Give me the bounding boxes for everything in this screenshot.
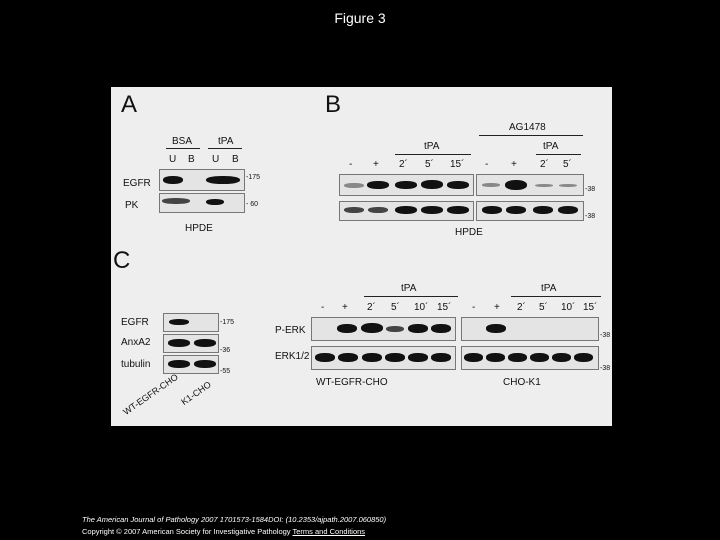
panel-c-perk-blot-left [311,317,456,341]
panel-c-lane: 5´ [391,302,400,313]
panel-c-row-tubulin: tubulin [121,359,151,370]
blot-band [506,206,526,214]
panel-b-inhibitor: AG1478 [509,122,546,133]
blot-band [367,181,389,189]
panel-b-lane: 15´ [450,159,465,170]
panel-c-caption-left: WT-EGFR-CHO [316,377,388,388]
panel-c-row-perk: P-ERK [275,325,306,336]
panel-c-lane: 2´ [517,302,526,313]
panel-b-tpa-1: tPA [424,141,440,152]
blot-band [368,207,388,213]
panel-c-cell-label-1: WT-EGFR-CHO [121,371,180,417]
panel-a-group-tpa: tPA [218,136,234,147]
panel-c-lane: 5´ [539,302,548,313]
blot-band [168,360,190,368]
blot-band [338,353,358,362]
panel-b-tpa-line-2 [536,154,581,155]
panel-a-lane-2: B [188,154,195,165]
panel-b-letter: B [325,91,342,118]
blot-band [344,183,364,188]
figure-image [111,87,612,426]
copyright-text: Copyright © 2007 American Society for Investigative Pathology [82,527,293,536]
blot-band [447,181,469,189]
panel-c-lane: + [494,302,500,313]
copyright-line [82,527,365,536]
panel-b-blot-bottom-right [476,201,584,221]
panel-c-tpa-line-1 [364,296,458,297]
panel-b-blot-top-right [476,174,584,196]
panel-a-marker-175: -175 [246,174,261,181]
panel-b-lane: 5´ [563,159,572,170]
panel-b-lane: + [373,159,379,170]
panel-a-bsa-line [166,148,200,149]
blot-band [395,181,417,189]
blot-band [168,339,190,347]
blot-band [194,339,216,347]
panel-c-marker-175: -175 [220,319,235,326]
panel-c-lane: - [321,302,325,313]
panel-c-tpa-1: tPA [401,283,417,294]
blot-band [337,324,357,333]
panel-b-marker-2: -38 [585,213,596,220]
blot-band [482,183,500,187]
panel-a-lane-3: U [212,154,220,165]
blot-band [315,353,335,362]
panel-a-group-bsa: BSA [172,136,193,147]
blot-band [486,353,505,362]
panel-c-row-erk: ERK1/2 [275,351,310,362]
panel-b-tpa-line-1 [395,154,471,155]
citation-line [82,515,386,524]
terms-link[interactable]: Terms and Conditions [292,527,366,536]
panel-b-lane: 5´ [425,159,434,170]
panel-c-egfr-blot [163,313,219,332]
blot-band [533,206,553,214]
blot-band [431,324,451,333]
blot-band [574,353,593,362]
panel-b-lane: 2´ [399,159,408,170]
blot-band [362,353,382,362]
panel-c-marker-36: -36 [220,347,231,354]
blot-band [447,206,469,214]
panel-a-tpa-line [208,148,242,149]
panel-c-lane: 10´ [414,302,429,313]
panel-a-egfr-blot [159,169,245,191]
panel-b-tpa-2: tPA [543,141,559,152]
blot-band [558,206,578,214]
panel-c-erk-blot-left [311,346,456,370]
panel-b-lane: 2´ [540,159,549,170]
blot-band [421,206,443,214]
blot-band [162,198,190,204]
blot-band [559,184,577,187]
blot-band [385,353,405,362]
blot-band [163,176,183,184]
blot-band [486,324,506,333]
panel-b-blot-top-left [339,174,474,196]
panel-c-anxa2-blot [163,334,219,353]
panel-c-lane: 10´ [561,302,576,313]
panel-c-letter: C [113,247,131,274]
blot-band [395,206,417,214]
blot-band [535,184,553,187]
panel-c-tubulin-blot [163,355,219,374]
panel-a-lane-1: U [169,154,177,165]
panel-c-row-egfr: EGFR [121,317,149,328]
panel-b-lane: - [349,159,353,170]
panel-c-perk-blot-right [461,317,599,341]
blot-band [508,353,527,362]
panel-c-lane: - [472,302,476,313]
panel-c-marker-55: -55 [220,368,231,375]
blot-band [552,353,571,362]
panel-c-row-anxa2: AnxA2 [121,337,151,348]
panel-a-row-pk: PK [125,200,139,211]
panel-a-caption: HPDE [185,223,213,234]
blot-band [464,353,483,362]
panel-b-lane: - [485,159,489,170]
blot-band [421,180,443,189]
panel-c-tpa-2: tPA [541,283,557,294]
blot-band [408,353,428,362]
panel-c-lane: 15´ [437,302,452,313]
blot-band [530,353,549,362]
panel-b-caption: HPDE [455,227,483,238]
panel-a-marker-60: - 60 [246,201,259,208]
panel-c-caption-right: CHO-K1 [503,377,541,388]
blot-band [386,326,404,332]
blot-band [408,324,428,333]
blot-band [194,360,216,368]
panel-a-pk-blot [159,193,245,213]
panel-a-row-egfr: EGFR [123,178,151,189]
panel-c-marker-erk: -38 [600,365,611,372]
blot-band [344,207,364,213]
panel-c-lane: 15´ [583,302,598,313]
blot-band [206,199,224,205]
panel-c-tpa-line-2 [511,296,601,297]
panel-c-lane: + [342,302,348,313]
blot-band [482,206,502,214]
blot-band [206,176,240,184]
panel-c-lane: 2´ [367,302,376,313]
panel-c-cell-label-2: K1-CHO [179,379,213,407]
blot-band [361,323,383,333]
panel-c-marker-perk: -38 [600,332,611,339]
panel-b-inhibitor-line [479,135,583,136]
panel-b-lane: + [511,159,517,170]
blot-band [169,319,189,325]
citation-text: The American Journal of Pathology 2007 1701573-1584DOI: (10.2353/ajpath.2007.060850) [82,515,387,524]
blot-band [505,180,527,190]
panel-c-erk-blot-right [461,346,599,370]
panel-b-blot-bottom-left [339,201,474,221]
blot-band [431,353,451,362]
page-title: Figure 3 [334,10,386,26]
panel-a-lane-4: B [232,154,239,165]
panel-a-letter: A [121,91,138,118]
panel-b-marker-1: -38 [585,186,596,193]
